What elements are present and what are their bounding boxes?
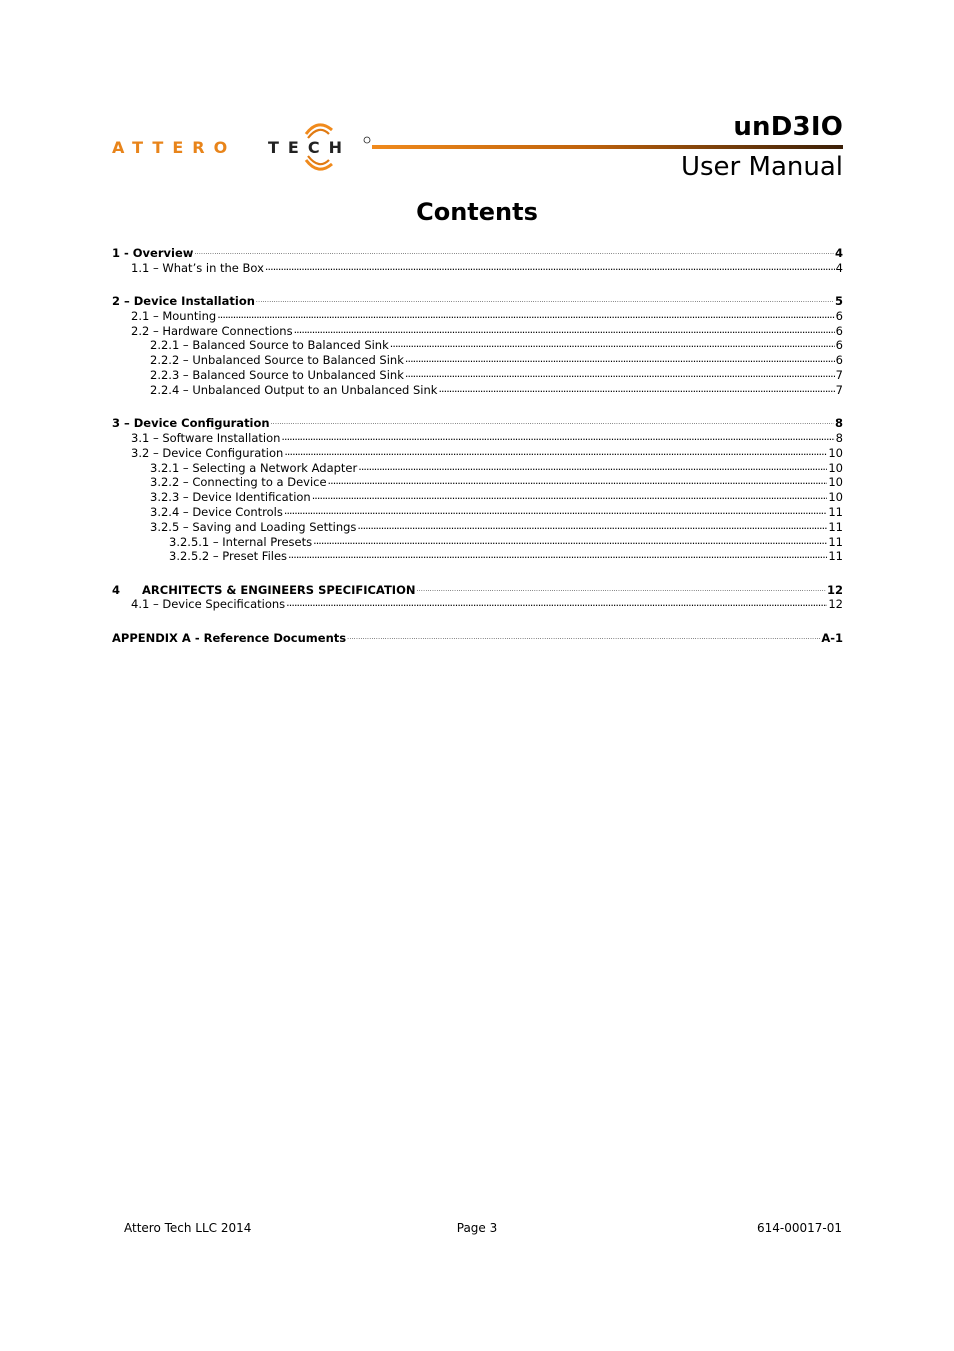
toc-leader xyxy=(217,309,834,320)
toc-label: 2.2.2 – Unbalanced Source to Balanced Sink xyxy=(150,353,404,368)
toc-leader xyxy=(294,324,835,335)
toc-entry[interactable] xyxy=(112,490,843,505)
toc-page: 12 xyxy=(828,597,843,612)
svg-text:TECH: TECH xyxy=(268,138,351,157)
toc-entry[interactable] xyxy=(112,261,843,276)
toc-page: 6 xyxy=(835,308,843,323)
toc-leader xyxy=(313,535,827,546)
header-rule xyxy=(372,145,843,149)
toc-label: 2 – Device Installation xyxy=(112,294,255,309)
toc-number: 4 xyxy=(112,582,121,597)
toc-label: 3.2 – Device Configuration xyxy=(131,445,284,460)
toc-leader xyxy=(390,338,835,349)
toc-entry[interactable] xyxy=(112,520,843,535)
toc-leader xyxy=(286,597,827,608)
toc-label: 3 – Device Configuration xyxy=(112,416,270,431)
toc-entry[interactable] xyxy=(112,446,843,461)
toc-page: 10 xyxy=(828,475,843,490)
toc-leader xyxy=(416,583,826,594)
footer-document-number: 614-00017-01 xyxy=(756,1221,842,1235)
toc-entry[interactable] xyxy=(112,353,843,368)
toc-page: 6 xyxy=(835,353,843,368)
toc-label: 1.1 – What’s in the Box xyxy=(131,260,264,275)
toc-label: 2.2.1 – Balanced Source to Balanced Sink xyxy=(150,338,389,353)
toc-leader xyxy=(284,505,827,516)
toc-page: 4 xyxy=(835,260,843,275)
toc-page: A-1 xyxy=(821,630,843,645)
footer-page-number: Page 3 xyxy=(456,1221,498,1235)
toc-entry[interactable] xyxy=(112,535,843,550)
toc-page: 11 xyxy=(828,519,843,534)
toc-label: 2.2 – Hardware Connections xyxy=(131,323,293,338)
toc-entry[interactable] xyxy=(112,338,843,353)
toc-leader xyxy=(284,446,827,457)
toc-leader xyxy=(405,353,835,364)
toc-entry[interactable] xyxy=(112,475,843,490)
toc-page: 6 xyxy=(835,323,843,338)
toc-label: APPENDIX A - Reference Documents xyxy=(112,630,347,645)
toc-entry[interactable] xyxy=(112,324,843,339)
toc-page: 10 xyxy=(828,445,843,460)
toc-label: 3.2.3 – Device Identification xyxy=(150,490,311,505)
toc-entry[interactable] xyxy=(112,461,843,476)
document-subtitle: User Manual xyxy=(680,152,843,182)
toc-page: 5 xyxy=(834,294,843,309)
toc-label: 1 - Overview xyxy=(112,246,194,260)
toc-page: 8 xyxy=(834,416,843,431)
toc-label: 2.1 – Mounting xyxy=(131,308,217,323)
toc-label: 3.2.5.2 – Preset Files xyxy=(169,549,288,564)
toc-page: 11 xyxy=(828,549,843,564)
toc-label: 3.2.4 – Device Controls xyxy=(150,504,283,519)
toc-label: 3.2.1 – Selecting a Network Adapter xyxy=(150,460,358,475)
toc-entry[interactable] xyxy=(112,431,843,446)
toc-leader xyxy=(405,368,835,379)
toc-page: 11 xyxy=(828,504,843,519)
toc-leader xyxy=(347,631,820,642)
toc-leader xyxy=(265,261,835,272)
toc-page: 4 xyxy=(834,246,843,260)
toc-label: 3.1 – Software Installation xyxy=(131,430,281,445)
toc-entry[interactable] xyxy=(112,294,843,309)
toc-leader xyxy=(328,475,828,486)
toc-entry[interactable] xyxy=(112,597,843,612)
toc-entry[interactable] xyxy=(112,246,843,261)
toc-leader xyxy=(358,461,827,472)
toc-entry[interactable] xyxy=(112,416,843,431)
toc-leader xyxy=(194,246,834,257)
atterotech-logo xyxy=(110,116,380,180)
toc-page: 10 xyxy=(828,490,843,505)
toc-page: 11 xyxy=(828,534,843,549)
toc-label: 3.2.5.1 – Internal Presets xyxy=(169,534,313,549)
toc-entry[interactable] xyxy=(112,309,843,324)
toc-label: 2.2.4 – Unbalanced Output to an Unbalanced Sink xyxy=(150,382,438,397)
toc-page: 8 xyxy=(835,430,843,445)
toc-entry[interactable] xyxy=(112,368,843,383)
toc-entry[interactable] xyxy=(112,583,843,598)
toc-label: 4.1 – Device Specifications xyxy=(131,597,286,612)
table-of-contents xyxy=(112,246,843,646)
contents-heading: Contents xyxy=(416,198,538,226)
toc-label: 2.2.3 – Balanced Source to Unbalanced Sink xyxy=(150,368,404,383)
toc-label: ARCHITECTS & ENGINEERS SPECIFICATION xyxy=(142,582,416,597)
toc-page: 7 xyxy=(835,382,843,397)
toc-entry[interactable] xyxy=(112,383,843,398)
toc-leader xyxy=(271,416,834,427)
toc-page: 12 xyxy=(826,582,843,597)
toc-entry[interactable] xyxy=(112,505,843,520)
toc-page: 10 xyxy=(828,460,843,475)
atterotech-logo-graphic xyxy=(110,116,380,180)
toc-label: 3.2.2 – Connecting to a Device xyxy=(150,475,327,490)
svg-text:ATTERO: ATTERO xyxy=(112,138,237,157)
document-title: unD3IO xyxy=(733,112,843,142)
toc-page: 6 xyxy=(835,338,843,353)
toc-leader xyxy=(288,549,827,560)
toc-page: 7 xyxy=(835,368,843,383)
toc-label: 3.2.5 – Saving and Loading Settings xyxy=(150,519,357,534)
toc-leader xyxy=(312,490,828,501)
toc-entry[interactable] xyxy=(112,631,843,646)
toc-leader xyxy=(281,431,834,442)
toc-entry[interactable] xyxy=(112,549,843,564)
toc-leader xyxy=(438,383,834,394)
toc-leader xyxy=(357,520,827,531)
toc-leader xyxy=(256,294,834,305)
footer-company: Attero Tech LLC 2014 xyxy=(124,1221,252,1235)
